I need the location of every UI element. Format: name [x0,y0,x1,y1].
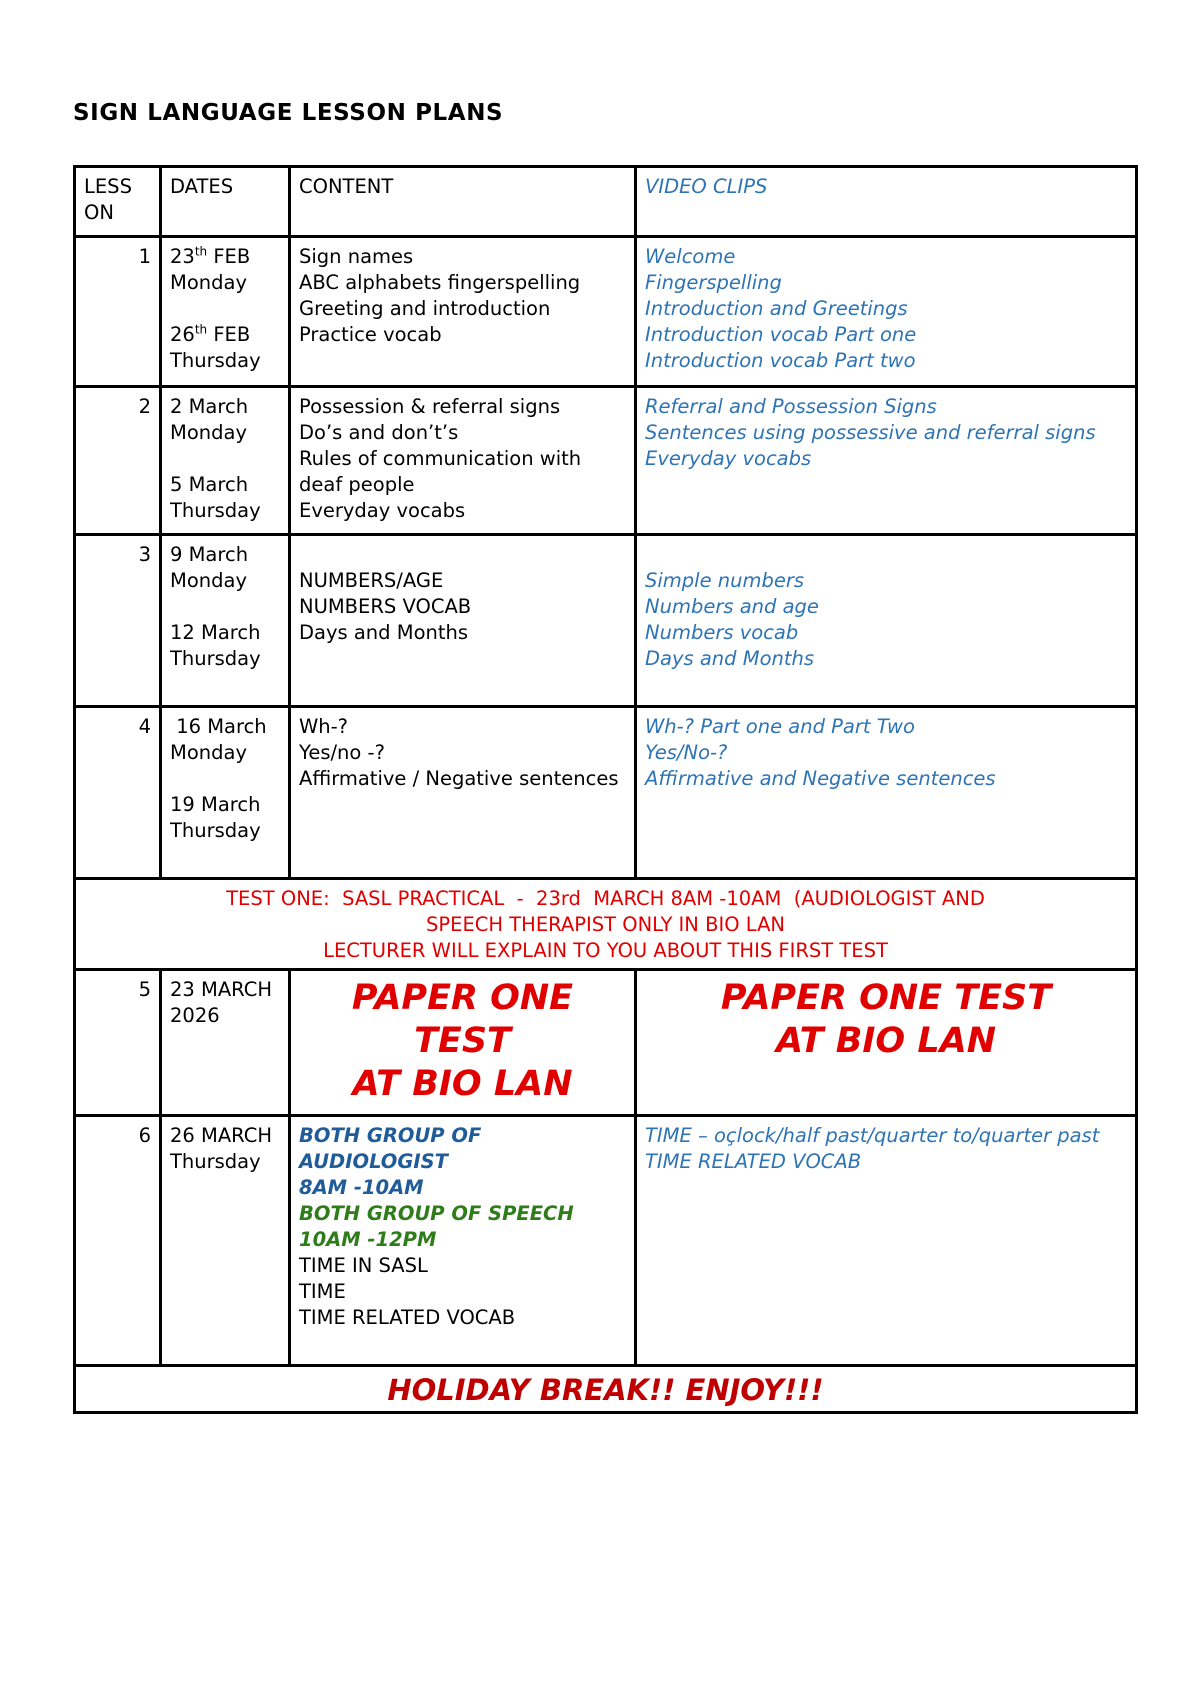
header-dates: DATES [161,167,290,237]
lesson-dates: 26 MARCH Thursday [161,1116,290,1366]
video-clip-link[interactable]: Yes/No-? [645,741,728,764]
video-clip-link[interactable]: Referral and Possession Signs [645,395,937,418]
table-row [75,970,1137,1116]
video-clip-link[interactable]: Welcome [645,245,736,268]
lesson-content: NUMBERS/AGE NUMBERS VOCAB Days and Months [290,535,636,707]
lesson-video-clips [636,237,1137,387]
header-video-clips: VIDEO CLIPS [636,167,1137,237]
lesson-number: 5 [75,970,161,1116]
lesson-dates: 23th FEB Monday 26th FEB Thursday [161,237,290,387]
table-row [75,237,1137,387]
table-row [75,535,1137,707]
video-clip-link[interactable]: Introduction vocab Part one [645,323,917,346]
video-clip-link[interactable]: Simple numbers [645,569,805,592]
lesson-content: Wh-? Yes/no -? Affirmative / Negative sentences [290,707,636,879]
lesson-video-clips [636,707,1137,879]
lesson-content: Possession & referral signs Do’s and don’t’s Rules of communication with deaf people Everyday vocabs [290,387,636,535]
lesson-number: 6 [75,1116,161,1366]
lesson-number: 3 [75,535,161,707]
lesson-dates: 2 March Monday 5 March Thursday [161,387,290,535]
lesson-video-clips [636,387,1137,535]
video-clip-link[interactable]: Numbers vocab [645,621,799,644]
header-row [75,167,1137,237]
test-one-notice-row [75,879,1137,970]
lesson-video-clips: PAPER ONE TEST AT BIO LAN [636,970,1137,1116]
holiday-banner: HOLIDAY BREAK!! ENJOY!!! [75,1366,1137,1413]
video-clip-link[interactable]: Everyday vocabs [645,447,812,470]
video-clip-link[interactable]: Affirmative and Negative sentences [645,767,996,790]
lesson-content: BOTH GROUP OF AUDIOLOGIST 8AM -10AM BOTH GROUP OF SPEECH 10AM -12PM TIME IN SASL TIME TIME RELATED VOCAB [290,1116,636,1366]
lesson-content: Sign names ABC alphabets fingerspelling Greeting and introduction Practice vocab [290,237,636,387]
video-clip-link[interactable]: Numbers and age [645,595,819,618]
video-clip-link[interactable]: Fingerspelling [645,271,782,294]
lesson-dates: 16 March Monday 19 March Thursday [161,707,290,879]
video-clip-link[interactable]: Introduction vocab Part two [645,349,916,372]
video-clip-link[interactable]: Wh-? Part one and Part Two [645,715,915,738]
audiologist-group: BOTH GROUP OF AUDIOLOGIST [299,1124,482,1173]
lesson-dates: 9 March Monday 12 March Thursday [161,535,290,707]
video-clip-link[interactable]: TIME – oçlock/half past/quarter to/quarter past [645,1124,1100,1147]
table-row [75,1116,1137,1366]
lesson-video-clips [636,1116,1137,1366]
audiologist-time: 8AM -10AM [299,1176,424,1199]
header-content: CONTENT [290,167,636,237]
lesson-content: PAPER ONE TEST AT BIO LAN [290,970,636,1116]
page-title: SIGN LANGUAGE LESSON PLANS [73,100,504,126]
video-clip-link[interactable]: Sentences using possessive and referral signs [645,421,1096,444]
speech-group: BOTH GROUP OF SPEECH [299,1202,574,1225]
table-row [75,707,1137,879]
video-clip-link[interactable]: Introduction and Greetings [645,297,908,320]
video-clip-link[interactable]: Days and Months [645,647,815,670]
speech-time: 10AM -12PM [299,1228,437,1251]
lesson-plan-table [73,165,1138,1414]
holiday-row [75,1366,1137,1413]
lesson-number: 2 [75,387,161,535]
test-one-notice: TEST ONE: SASL PRACTICAL - 23rd MARCH 8AM -10AM (AUDIOLOGIST AND SPEECH THERAPIST ONLY IN BIO LAN LECTURER WILL EXPLAIN TO YOU ABOUT THIS FIRST TEST [75,879,1137,970]
lesson-number: 1 [75,237,161,387]
table-row [75,387,1137,535]
lesson-video-clips [636,535,1137,707]
lesson-number: 4 [75,707,161,879]
lesson-dates: 23 MARCH 2026 [161,970,290,1116]
video-clip-link[interactable]: TIME RELATED VOCAB [645,1150,862,1173]
header-lesson: LESS ON [75,167,161,237]
